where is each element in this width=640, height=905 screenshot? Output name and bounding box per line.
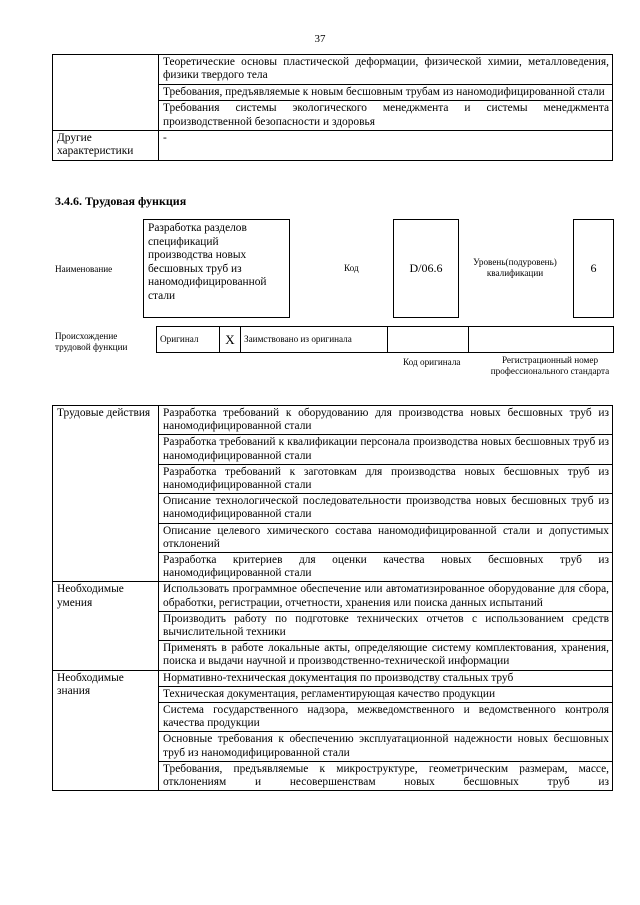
table-cell: Требования, предъявляемые к новым бесшовным трубам из наномодифицированной стали xyxy=(159,84,613,100)
name-label: Наименование xyxy=(55,264,113,274)
table-cell: Разработка требований к квалификации персонала производства новых бесшовных труб из наномодифицированной стали xyxy=(159,435,613,464)
name-value-box: Разработка разделов спецификаций производства новых бесшовных труб из наномодифицированной стали xyxy=(143,219,290,318)
table-cell: Описание целевого химического состава наномодифицированной стали и допустимых отклонений xyxy=(159,523,613,552)
table-cell: - xyxy=(159,131,613,161)
table-row xyxy=(53,582,613,611)
top-requirements-table xyxy=(52,54,613,161)
code-value-box: D/06.6 xyxy=(393,219,459,318)
table-row xyxy=(53,131,613,161)
table-cell: Использовать программное обеспечение или автоматизированное оборудование для сбора, обработки, регистрации, отчетности, хранения или поиска данных испытаний xyxy=(159,582,613,611)
code-label: Код xyxy=(344,263,359,273)
table-cell: Описание технологической последовательности производства новых бесшовных труб из наномодифицированной стали xyxy=(159,494,613,523)
original-code-cell xyxy=(388,327,469,353)
table-cell: Нормативно-техническая документация по производству стальных труб xyxy=(159,670,613,686)
level-label: Уровень(подуровень) квалификации xyxy=(473,257,557,278)
table-cell: Теоретические основы пластической деформации, физической химии, металловедения, физики твердого тела xyxy=(159,55,613,85)
table-row xyxy=(53,406,613,435)
row-label-cell: Другие характеристики xyxy=(53,131,159,161)
table-cell: Производить работу по подготовке технических отчетов с использованием средств вычислительной техники xyxy=(159,611,613,640)
table-cell: Разработка критериев для оценки качества новых бесшовных труб из наномодифицированной стали xyxy=(159,553,613,582)
table-cell: Система государственного надзора, межведомственного и ведомственного контроля качества продукции xyxy=(159,703,613,732)
section-label: Необходимые умения xyxy=(53,582,159,670)
table-cell: Техническая документация, регламентирующая качество продукции xyxy=(159,686,613,702)
registration-number-caption: Регистрационный номер профессионального стандарта xyxy=(490,355,610,376)
table-cell: Требования системы экологического менеджмента и системы менеджмента производственной безопасности и здоровья xyxy=(159,101,613,131)
section-title: 3.4.6. Трудовая функция xyxy=(55,194,187,208)
table-cell: Применять в работе локальные акты, определяющие систему комплектования, хранения, поиска и выдачи научной и производственно-технической информации xyxy=(159,641,613,670)
table-row xyxy=(53,670,613,686)
table-cell: Требования, предъявляемые к микроструктуре, геометрическим размерам, массе, отклонениям и несовершенствам новых бесшовных труб из xyxy=(159,761,613,790)
table-cell: Разработка требований к заготовкам для производства новых бесшовных труб из наномодифицированной стали xyxy=(159,464,613,493)
table-cell: Основные требования к обеспечению эксплуатационной надежности новых бесшовных труб из наномодифицированной стали xyxy=(159,732,613,761)
original-code-caption: Код оригинала xyxy=(403,357,461,367)
section-label: Трудовые действия xyxy=(53,406,159,582)
page-number: 37 xyxy=(314,33,326,45)
origin-table xyxy=(156,326,614,353)
registration-number-cell xyxy=(469,327,614,353)
table-row xyxy=(157,327,614,353)
table-cell: Разработка требований к оборудованию для производства новых бесшовных труб из наномодифицированной стали xyxy=(159,406,613,435)
original-mark: X xyxy=(220,327,241,353)
section-label: Необходимые знания xyxy=(53,670,159,791)
origin-label: Происхождение трудовой функции xyxy=(55,331,128,352)
borrowed-label: Заимствовано из оригинала xyxy=(241,327,388,353)
row-label-cell xyxy=(53,55,159,131)
original-label: Оригинал xyxy=(157,327,220,353)
level-value-box: 6 xyxy=(573,219,614,318)
table-row xyxy=(53,55,613,85)
function-details-table xyxy=(52,405,613,791)
